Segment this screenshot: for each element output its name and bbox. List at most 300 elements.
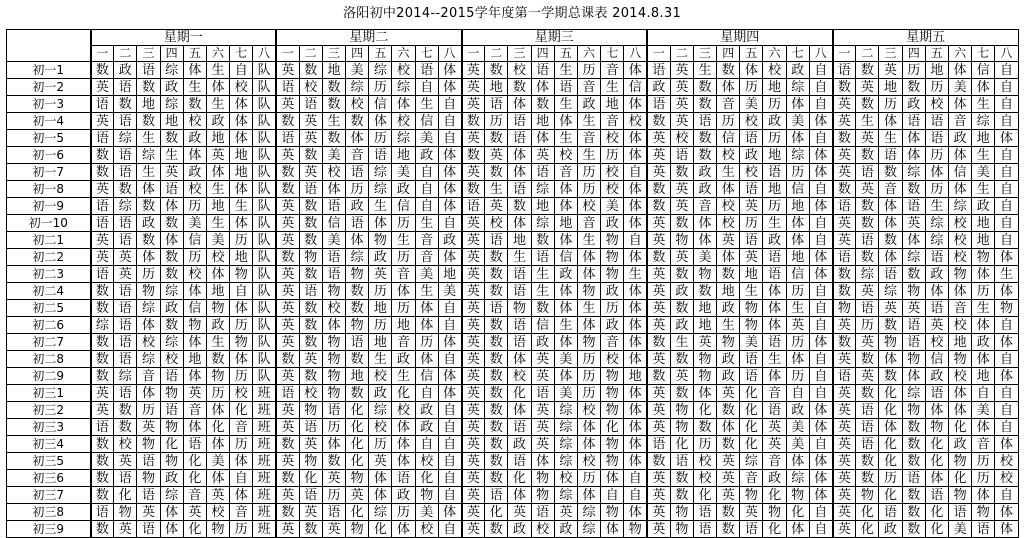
subject-cell: 化 <box>415 470 438 487</box>
subject-cell: 自 <box>809 300 832 317</box>
subject-cell: 体 <box>183 283 206 300</box>
subject-cell: 英 <box>462 385 485 402</box>
subject-cell: 综 <box>554 419 577 436</box>
subject-cell: 政 <box>160 300 183 317</box>
subject-cell: 综 <box>114 198 137 215</box>
period-header: 六 <box>392 46 415 62</box>
class-label: 初一6 <box>7 147 91 164</box>
subject-cell: 化 <box>740 419 763 436</box>
subject-cell: 英 <box>717 453 740 470</box>
subject-cell: 语 <box>856 232 879 249</box>
subject-cell: 历 <box>322 487 345 504</box>
subject-cell: 数 <box>670 215 693 232</box>
subject-cell: 英 <box>879 62 902 79</box>
subject-cell: 数 <box>137 79 160 96</box>
subject-cell: 综 <box>786 79 809 96</box>
subject-cell: 化 <box>740 385 763 402</box>
subject-cell: 校 <box>392 62 415 79</box>
subject-cell: 地 <box>183 351 206 368</box>
class-label: 初二3 <box>7 266 91 283</box>
subject-cell: 体 <box>809 147 832 164</box>
subject-cell: 自 <box>624 232 647 249</box>
period-header: 七 <box>786 46 809 62</box>
subject-cell: 体 <box>902 130 925 147</box>
subject-cell: 生 <box>392 368 415 385</box>
subject-cell: 队 <box>253 334 276 351</box>
subject-cell: 综 <box>577 504 600 521</box>
subject-cell: 政 <box>601 215 624 232</box>
subject-cell: 政 <box>717 300 740 317</box>
subject-cell: 生 <box>763 215 786 232</box>
subject-cell: 语 <box>508 419 531 436</box>
subject-cell: 语 <box>369 147 392 164</box>
subject-cell: 英 <box>740 504 763 521</box>
subject-cell: 政 <box>740 147 763 164</box>
subject-cell: 体 <box>949 62 972 79</box>
subject-cell: 综 <box>531 215 554 232</box>
subject-cell: 语 <box>902 334 925 351</box>
subject-cell: 政 <box>206 113 229 130</box>
subject-cell: 英 <box>833 436 856 453</box>
subject-cell: 信 <box>322 215 345 232</box>
subject-cell: 政 <box>949 436 972 453</box>
subject-cell: 英 <box>462 402 485 419</box>
subject-cell: 数 <box>299 368 322 385</box>
subject-cell: 语 <box>415 62 438 79</box>
subject-cell: 音 <box>949 113 972 130</box>
subject-cell: 自 <box>995 351 1018 368</box>
subject-cell: 自 <box>995 113 1018 130</box>
subject-cell: 音 <box>879 181 902 198</box>
subject-cell: 化 <box>206 419 229 436</box>
subject-cell: 英 <box>91 232 114 249</box>
subject-cell: 校 <box>392 402 415 419</box>
subject-cell: 自 <box>438 113 461 130</box>
subject-cell: 数 <box>670 300 693 317</box>
subject-cell: 语 <box>531 249 554 266</box>
subject-cell: 历 <box>925 79 948 96</box>
subject-cell: 数 <box>670 470 693 487</box>
subject-cell: 数 <box>346 351 369 368</box>
subject-cell: 生 <box>206 96 229 113</box>
subject-cell: 校 <box>693 453 716 470</box>
subject-cell: 物 <box>856 487 879 504</box>
subject-cell: 体 <box>369 470 392 487</box>
subject-cell: 英 <box>462 215 485 232</box>
subject-cell: 生 <box>415 96 438 113</box>
period-header: 一 <box>462 46 485 62</box>
subject-cell: 英 <box>856 283 879 300</box>
subject-cell: 英 <box>531 351 554 368</box>
subject-cell: 数 <box>160 130 183 147</box>
subject-cell: 体 <box>693 385 716 402</box>
subject-cell: 政 <box>392 487 415 504</box>
subject-cell: 自 <box>438 96 461 113</box>
subject-cell: 化 <box>879 453 902 470</box>
subject-cell: 体 <box>972 351 995 368</box>
period-header: 三 <box>693 46 716 62</box>
table-row <box>7 368 1019 385</box>
subject-cell: 英 <box>833 453 856 470</box>
subject-cell: 语 <box>693 113 716 130</box>
table-row <box>7 436 1019 453</box>
class-label: 初一3 <box>7 96 91 113</box>
subject-cell: 语 <box>763 334 786 351</box>
subject-cell: 化 <box>299 470 322 487</box>
subject-cell: 英 <box>276 521 299 538</box>
subject-cell: 历 <box>763 130 786 147</box>
subject-cell: 美 <box>949 521 972 538</box>
period-header: 三 <box>322 46 345 62</box>
subject-cell: 体 <box>925 164 948 181</box>
subject-cell: 体 <box>763 283 786 300</box>
subject-cell: 物 <box>902 283 925 300</box>
subject-cell: 体 <box>693 232 716 249</box>
subject-cell: 自 <box>438 130 461 147</box>
subject-cell: 英 <box>462 283 485 300</box>
subject-cell: 体 <box>717 419 740 436</box>
subject-cell: 英 <box>299 130 322 147</box>
subject-cell: 语 <box>531 164 554 181</box>
subject-cell: 数 <box>531 232 554 249</box>
subject-cell: 物 <box>230 266 253 283</box>
subject-cell: 体 <box>183 368 206 385</box>
subject-cell: 数 <box>485 249 508 266</box>
subject-cell: 语 <box>508 283 531 300</box>
subject-cell: 美 <box>554 351 577 368</box>
class-label: 初三2 <box>7 402 91 419</box>
subject-cell: 体 <box>972 419 995 436</box>
subject-cell: 物 <box>601 249 624 266</box>
subject-cell: 美 <box>438 283 461 300</box>
subject-cell: 体 <box>508 487 531 504</box>
subject-cell: 地 <box>346 368 369 385</box>
subject-cell: 体 <box>392 436 415 453</box>
subject-cell: 英 <box>462 368 485 385</box>
subject-cell: 英 <box>531 436 554 453</box>
subject-cell: 体 <box>624 436 647 453</box>
subject-cell: 综 <box>577 521 600 538</box>
subject-cell: 语 <box>114 113 137 130</box>
subject-cell: 体 <box>624 181 647 198</box>
subject-cell: 政 <box>972 334 995 351</box>
subject-cell: 生 <box>554 62 577 79</box>
subject-cell: 政 <box>438 232 461 249</box>
subject-cell: 综 <box>160 334 183 351</box>
subject-cell: 物 <box>740 487 763 504</box>
subject-cell: 自 <box>438 470 461 487</box>
subject-cell: 地 <box>693 300 716 317</box>
subject-cell: 语 <box>114 385 137 402</box>
subject-cell: 英 <box>647 402 670 419</box>
subject-cell: 语 <box>902 470 925 487</box>
class-label: 初二1 <box>7 232 91 249</box>
subject-cell: 校 <box>577 198 600 215</box>
subject-cell: 数 <box>485 521 508 538</box>
subject-cell: 数 <box>485 419 508 436</box>
subject-cell: 校 <box>531 521 554 538</box>
subject-cell: 体 <box>624 419 647 436</box>
subject-cell: 自 <box>995 62 1018 79</box>
subject-cell: 体 <box>995 283 1018 300</box>
subject-cell: 历 <box>577 470 600 487</box>
subject-cell: 队 <box>253 368 276 385</box>
subject-cell: 英 <box>462 419 485 436</box>
subject-cell: 校 <box>949 368 972 385</box>
subject-cell: 物 <box>717 334 740 351</box>
subject-cell: 地 <box>230 164 253 181</box>
subject-cell: 生 <box>740 283 763 300</box>
subject-cell: 数 <box>485 368 508 385</box>
subject-cell: 政 <box>415 419 438 436</box>
subject-cell: 数 <box>299 334 322 351</box>
subject-cell: 历 <box>786 164 809 181</box>
subject-cell: 英 <box>833 215 856 232</box>
subject-cell: 体 <box>995 368 1018 385</box>
subject-cell: 地 <box>949 334 972 351</box>
subject-cell: 英 <box>299 436 322 453</box>
subject-cell: 英 <box>879 300 902 317</box>
subject-cell: 校 <box>415 521 438 538</box>
class-label: 初三4 <box>7 436 91 453</box>
subject-cell: 体 <box>531 130 554 147</box>
subject-cell: 体 <box>392 521 415 538</box>
corner-cell <box>7 30 91 62</box>
subject-cell: 语 <box>647 436 670 453</box>
subject-cell: 英 <box>833 113 856 130</box>
subject-cell: 英 <box>647 164 670 181</box>
subject-cell: 语 <box>670 453 693 470</box>
subject-cell: 校 <box>137 334 160 351</box>
subject-cell: 自 <box>809 521 832 538</box>
subject-cell: 音 <box>949 300 972 317</box>
subject-cell: 体 <box>531 453 554 470</box>
subject-cell: 数 <box>346 385 369 402</box>
subject-cell: 语 <box>346 334 369 351</box>
subject-cell: 校 <box>925 96 948 113</box>
subject-cell: 语 <box>740 130 763 147</box>
subject-cell: 校 <box>763 62 786 79</box>
subject-cell: 语 <box>322 249 345 266</box>
subject-cell: 地 <box>925 62 948 79</box>
subject-cell: 政 <box>670 283 693 300</box>
subject-cell: 地 <box>485 79 508 96</box>
subject-cell: 化 <box>601 419 624 436</box>
subject-cell: 英 <box>160 164 183 181</box>
subject-cell: 历 <box>369 283 392 300</box>
subject-cell: 语 <box>647 96 670 113</box>
subject-cell: 自 <box>415 181 438 198</box>
subject-cell: 综 <box>879 283 902 300</box>
subject-cell: 美 <box>693 249 716 266</box>
subject-cell: 体 <box>902 368 925 385</box>
subject-cell: 语 <box>114 232 137 249</box>
subject-cell: 生 <box>206 334 229 351</box>
subject-cell: 英 <box>647 385 670 402</box>
subject-cell: 政 <box>183 130 206 147</box>
subject-cell: 物 <box>949 266 972 283</box>
subject-cell: 综 <box>91 317 114 334</box>
subject-cell: 信 <box>624 79 647 96</box>
subject-cell: 英 <box>91 402 114 419</box>
period-header: 五 <box>554 46 577 62</box>
subject-cell: 自 <box>809 504 832 521</box>
subject-cell: 历 <box>183 249 206 266</box>
subject-cell: 综 <box>925 232 948 249</box>
subject-cell: 综 <box>902 385 925 402</box>
subject-cell: 英 <box>902 215 925 232</box>
subject-cell: 数 <box>717 62 740 79</box>
subject-cell: 语 <box>160 368 183 385</box>
subject-cell: 校 <box>114 436 137 453</box>
subject-cell: 语 <box>322 266 345 283</box>
subject-cell: 化 <box>693 487 716 504</box>
table-row <box>7 62 1019 79</box>
subject-cell: 英 <box>276 96 299 113</box>
subject-cell: 历 <box>230 368 253 385</box>
subject-cell: 体 <box>508 402 531 419</box>
subject-cell: 自 <box>438 215 461 232</box>
subject-cell: 语 <box>740 351 763 368</box>
subject-cell: 体 <box>438 504 461 521</box>
subject-cell: 历 <box>786 283 809 300</box>
subject-cell: 自 <box>786 385 809 402</box>
subject-cell: 体 <box>554 283 577 300</box>
subject-cell: 体 <box>508 351 531 368</box>
subject-cell: 校 <box>299 385 322 402</box>
subject-cell: 体 <box>879 249 902 266</box>
subject-cell: 校 <box>322 300 345 317</box>
table-row <box>7 487 1019 504</box>
subject-cell: 校 <box>415 453 438 470</box>
subject-cell: 队 <box>253 181 276 198</box>
subject-cell: 校 <box>577 453 600 470</box>
subject-cell: 音 <box>577 130 600 147</box>
subject-cell: 体 <box>369 215 392 232</box>
subject-cell: 自 <box>809 317 832 334</box>
subject-cell: 历 <box>206 385 229 402</box>
subject-cell: 自 <box>995 487 1018 504</box>
subject-cell: 物 <box>740 300 763 317</box>
subject-cell: 数 <box>485 453 508 470</box>
subject-cell: 英 <box>647 215 670 232</box>
period-header: 六 <box>949 46 972 62</box>
subject-cell: 政 <box>601 317 624 334</box>
subject-cell: 体 <box>624 317 647 334</box>
subject-cell: 体 <box>972 487 995 504</box>
subject-cell: 历 <box>879 470 902 487</box>
subject-cell: 体 <box>415 317 438 334</box>
subject-cell: 数 <box>485 317 508 334</box>
subject-cell: 物 <box>601 436 624 453</box>
subject-cell: 综 <box>369 164 392 181</box>
subject-cell: 语 <box>833 368 856 385</box>
subject-cell: 地 <box>206 198 229 215</box>
subject-cell: 数 <box>114 96 137 113</box>
subject-cell: 美 <box>415 130 438 147</box>
subject-cell: 英 <box>531 147 554 164</box>
subject-cell: 物 <box>369 232 392 249</box>
subject-cell: 历 <box>369 130 392 147</box>
subject-cell: 语 <box>902 317 925 334</box>
subject-cell: 体 <box>786 453 809 470</box>
subject-cell: 美 <box>972 164 995 181</box>
subject-cell: 体 <box>809 198 832 215</box>
subject-cell: 体 <box>554 181 577 198</box>
subject-cell: 信 <box>786 181 809 198</box>
subject-cell: 化 <box>949 419 972 436</box>
subject-cell: 历 <box>925 147 948 164</box>
subject-cell: 数 <box>833 130 856 147</box>
subject-cell: 校 <box>624 113 647 130</box>
subject-cell: 数 <box>485 436 508 453</box>
subject-cell: 数 <box>276 351 299 368</box>
subject-cell: 音 <box>415 249 438 266</box>
subject-cell: 地 <box>531 113 554 130</box>
subject-cell: 英 <box>763 419 786 436</box>
subject-cell: 体 <box>995 249 1018 266</box>
subject-cell: 自 <box>415 198 438 215</box>
subject-cell: 物 <box>346 521 369 538</box>
subject-cell: 数 <box>856 96 879 113</box>
subject-cell: 体 <box>230 453 253 470</box>
subject-cell: 校 <box>183 266 206 283</box>
subject-cell: 数 <box>856 62 879 79</box>
subject-cell: 校 <box>369 368 392 385</box>
subject-cell: 物 <box>879 334 902 351</box>
subject-cell: 自 <box>809 283 832 300</box>
subject-cell: 物 <box>322 368 345 385</box>
subject-cell: 政 <box>554 266 577 283</box>
subject-cell: 美 <box>415 266 438 283</box>
subject-cell: 自 <box>438 436 461 453</box>
subject-cell: 历 <box>879 96 902 113</box>
table-row <box>7 266 1019 283</box>
subject-cell: 数 <box>856 385 879 402</box>
subject-cell: 数 <box>856 453 879 470</box>
subject-cell: 队 <box>253 164 276 181</box>
subject-cell: 体 <box>554 232 577 249</box>
subject-cell: 音 <box>230 504 253 521</box>
subject-cell: 体 <box>624 147 647 164</box>
subject-cell: 生 <box>206 62 229 79</box>
period-header: 七 <box>601 46 624 62</box>
subject-cell: 物 <box>693 368 716 385</box>
subject-cell: 校 <box>206 249 229 266</box>
subject-cell: 自 <box>972 385 995 402</box>
period-header: 二 <box>670 46 693 62</box>
subject-cell: 数 <box>322 453 345 470</box>
subject-cell: 物 <box>601 504 624 521</box>
subject-cell: 历 <box>230 232 253 249</box>
subject-cell: 物 <box>160 453 183 470</box>
subject-cell: 语 <box>740 181 763 198</box>
subject-cell: 生 <box>717 317 740 334</box>
subject-cell: 生 <box>554 317 577 334</box>
subject-cell: 自 <box>995 419 1018 436</box>
subject-cell: 校 <box>601 181 624 198</box>
subject-cell: 体 <box>183 62 206 79</box>
subject-cell: 体 <box>438 79 461 96</box>
class-label: 初三1 <box>7 385 91 402</box>
subject-cell: 信 <box>925 351 948 368</box>
subject-cell: 语 <box>856 300 879 317</box>
subject-cell: 英 <box>647 147 670 164</box>
subject-cell: 班 <box>253 487 276 504</box>
subject-cell: 英 <box>670 79 693 96</box>
subject-cell: 语 <box>91 266 114 283</box>
subject-cell: 英 <box>462 351 485 368</box>
